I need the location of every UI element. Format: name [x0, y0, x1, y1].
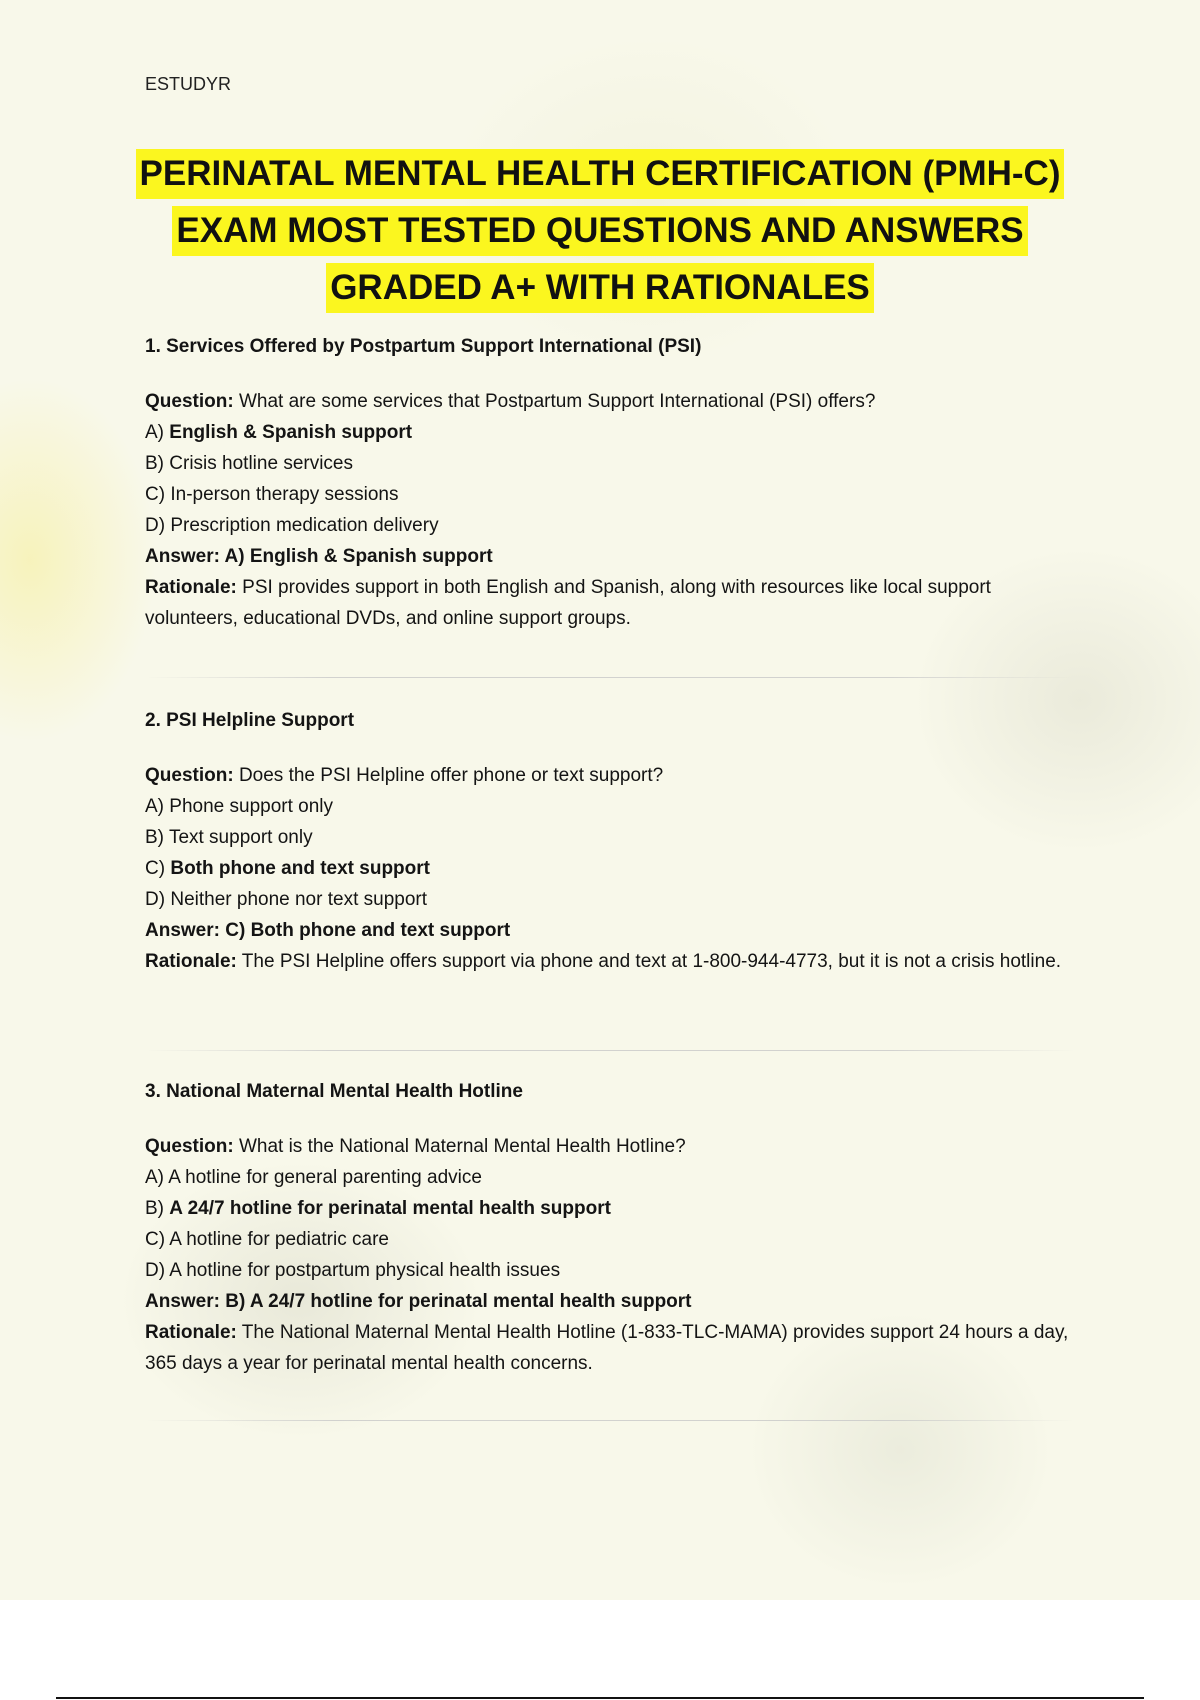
question-label: Question: [145, 1136, 234, 1157]
question-section-2 [145, 710, 1085, 977]
rationale-text: PSI provides support in both English and Spanish, along with resources like local support volunteers, educational DVDs, and online support groups. [145, 577, 991, 629]
answer-line [145, 1286, 1085, 1317]
question-label: Question: [145, 765, 234, 786]
option-d [145, 1255, 1085, 1286]
rationale-label: Rationale: [145, 577, 237, 598]
rationale-label: Rationale: [145, 1322, 237, 1343]
option-b [145, 448, 1085, 479]
answer-text: C) Both phone and text support [225, 920, 511, 941]
question-section-3 [145, 1081, 1085, 1379]
question-line [145, 1131, 1085, 1162]
question-text: What are some services that Postpartum Support International (PSI) offers? [238, 391, 876, 412]
option-c [145, 853, 1085, 884]
option-a [145, 1162, 1085, 1193]
page-bottom-margin [0, 1600, 1200, 1700]
question-text: Does the PSI Helpline offer phone or text support? [238, 765, 664, 786]
answer-text: B) A 24/7 hotline for perinatal mental health support [225, 1291, 692, 1312]
option-letter: C) [145, 858, 166, 879]
option-d [145, 884, 1085, 915]
option-d [145, 510, 1085, 541]
question-text: What is the National Maternal Mental Health Hotline? [238, 1136, 686, 1157]
section-divider [145, 1050, 1075, 1051]
answer-text: A) English & Spanish support [224, 546, 493, 567]
option-text: A hotline for pediatric care [169, 1229, 389, 1250]
option-letter: B) [145, 453, 164, 474]
option-letter: D) [145, 889, 166, 910]
option-c [145, 1224, 1085, 1255]
option-c [145, 479, 1085, 510]
option-letter: A) [145, 1167, 164, 1188]
question-line [145, 386, 1085, 417]
option-a [145, 417, 1085, 448]
section-divider [145, 1420, 1075, 1421]
option-b [145, 822, 1085, 853]
rationale-line [145, 946, 1085, 977]
title-line-2: EXAM MOST TESTED QUESTIONS AND ANSWERS [172, 206, 1027, 256]
option-a [145, 791, 1085, 822]
title-line-3: GRADED A+ WITH RATIONALES [326, 263, 874, 313]
rationale-label: Rationale: [145, 951, 237, 972]
option-letter: D) [145, 515, 166, 536]
question-section-1 [145, 336, 1085, 634]
option-letter: B) [145, 1198, 164, 1219]
section-divider [145, 677, 1075, 678]
option-b [145, 1193, 1085, 1224]
option-letter: C) [145, 1229, 166, 1250]
option-letter: D) [145, 1260, 166, 1281]
option-text: Both phone and text support [170, 858, 430, 879]
rationale-line [145, 1317, 1085, 1379]
rationale-text: The National Maternal Mental Health Hotline (1-833-TLC-MAMA) provides support 24 hours a day, 365 days a year for perinatal mental health concerns. [145, 1322, 1069, 1374]
option-letter: A) [145, 422, 164, 443]
title-line-1: PERINATAL MENTAL HEALTH CERTIFICATION (PMH-C) [136, 149, 1065, 199]
option-text: A 24/7 hotline for perinatal mental health support [169, 1198, 611, 1219]
rationale-line [145, 572, 1085, 634]
option-text: English & Spanish support [169, 422, 413, 443]
option-text: Phone support only [169, 796, 334, 817]
rationale-text: The PSI Helpline offers support via phone and text at 1-800-944-4773, but it is not a crisis hotline. [241, 951, 1062, 972]
answer-line [145, 541, 1085, 572]
option-letter: A) [145, 796, 164, 817]
option-text: A hotline for general parenting advice [168, 1167, 482, 1188]
answer-label: Answer: [145, 920, 220, 941]
question-label: Question: [145, 391, 234, 412]
brand-label: ESTUDYR [145, 74, 232, 94]
answer-line [145, 915, 1085, 946]
option-text: Crisis hotline services [169, 453, 354, 474]
option-text: In-person therapy sessions [170, 484, 399, 505]
option-text: A hotline for postpartum physical health issues [169, 1260, 561, 1281]
document-title [0, 146, 1200, 317]
question-line [145, 760, 1085, 791]
question-heading: 1. Services Offered by Postpartum Support International (PSI) [145, 336, 702, 357]
answer-label: Answer: [145, 1291, 220, 1312]
footer-rule [56, 1697, 1144, 1699]
question-heading: 2. PSI Helpline Support [145, 710, 355, 731]
option-text: Prescription medication delivery [170, 515, 439, 536]
option-text: Neither phone nor text support [170, 889, 428, 910]
option-text: Text support only [168, 827, 313, 848]
option-letter: C) [145, 484, 166, 505]
question-heading: 3. National Maternal Mental Health Hotline [145, 1081, 523, 1102]
option-letter: B) [145, 827, 164, 848]
answer-label: Answer: [145, 546, 220, 567]
